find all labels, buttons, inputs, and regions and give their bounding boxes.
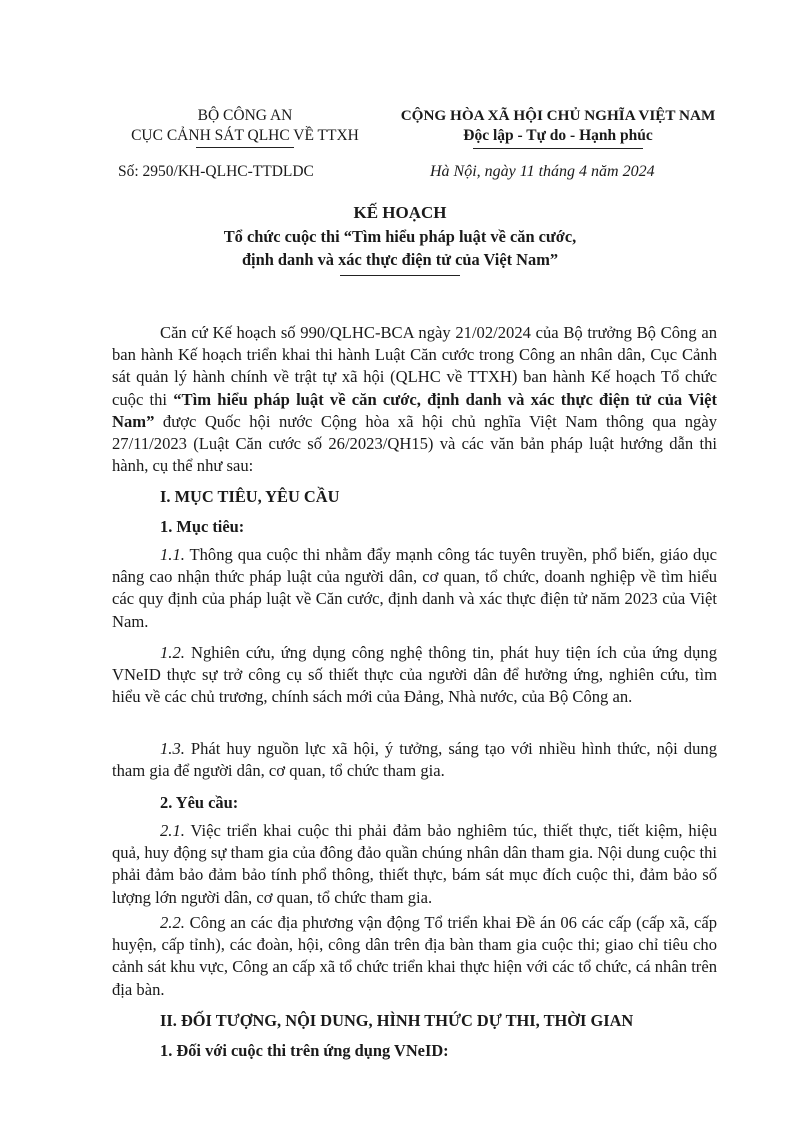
- title-underline: [340, 275, 460, 276]
- intro-text-end: được Quốc hội nước Cộng hòa xã hội chủ nghĩa Việt Nam thông qua ngày 27/11/2023 (Luật Căn cước số 26/2023/QH15) và các văn bản pháp luật hướng dẫn thi hành, cụ thể như sau:: [112, 411, 717, 476]
- section-1-1-heading: 1. Mục tiêu:: [160, 517, 245, 536]
- item-2-2-number: 2.2.: [160, 913, 185, 932]
- agency-line-1: BỘ CÔNG AN: [197, 107, 293, 124]
- document-number: Số: 2950/KH-QLHC-TTDLDC: [118, 163, 314, 180]
- section-1-heading: I. MỤC TIÊU, YÊU CẦU: [160, 487, 340, 506]
- section-2-1-heading: 1. Đối với cuộc thi trên ứng dụng VNeID:: [160, 1041, 449, 1060]
- item-2-2-text: Công an các địa phương vận động Tổ triển khai Đề án 06 các cấp (cấp xã, cấp huyện, cấp tỉnh), các đoàn, hội, công dân trên địa bàn tham gia cuộc thi; giao chỉ tiêu cho cảnh sát khu vực, Công an cấp xã tổ chức triển khai thực hiện với các tổ chức, cá nhân trên địa bàn.: [112, 913, 717, 999]
- item-1-2-number: 1.2.: [160, 643, 185, 662]
- item-1-2-text: Nghiên cứu, ứng dụng công nghệ thông tin, phát huy tiện ích của ứng dụng VNeID thực sự trở công cụ số thiết thực của người dân để hưởng ứng, nghiên cứu, tìm hiểu về các chủ trương, chính sách mới của Đảng, Nhà nước, của Bộ Công an.: [112, 643, 717, 707]
- item-2-1: [112, 820, 717, 909]
- country-line-1: CỘNG HÒA XÃ HỘI CHỦ NGHĨA VIỆT NAM: [400, 107, 716, 124]
- item-1-1-number: 1.1.: [160, 545, 185, 564]
- contest-name: “Tìm hiểu pháp luật về căn cước, định danh và xác thực điện tử của Việt Nam”: [112, 389, 717, 431]
- intro-text-start: Căn cứ Kế hoạch số 990/QLHC-BCA ngày 21/02/2024 của Bộ trưởng Bộ Công an ban hành Kế hoạch triển khai thi hành Luật Căn cước trong Công an nhân dân, Cục Cảnh sát quản lý hành chính về trật tự xã hội (QLHC về TTXH) ban hành Kế hoạch Tổ chức cuộc thi: [112, 323, 717, 409]
- intro-paragraph: [112, 322, 717, 477]
- document-subtitle-2: định danh và xác thực điện tử của Việt Nam”: [241, 250, 559, 269]
- agency-name: [110, 106, 380, 146]
- agency-underline: [196, 147, 294, 148]
- item-1-1-text: Thông qua cuộc thi nhằm đẩy mạnh công tác tuyên truyền, phổ biến, giáo dục nâng cao nhận thức pháp luật của người dân, cơ quan, tổ chức, doanh nghiệp về tìm hiểu các quy định của pháp luật về Căn cước, định danh và xác thực điện tử năm 2023 của Việt Nam.: [112, 545, 717, 631]
- section-1-2-heading: 2. Yêu cầu:: [160, 793, 239, 812]
- place-date: Hà Nội, ngày 11 tháng 4 năm 2024: [430, 163, 655, 180]
- document-subtitle-1: Tổ chức cuộc thi “Tìm hiểu pháp luật về căn cước,: [223, 227, 577, 246]
- item-2-1-text: Việc triển khai cuộc thi phải đảm bảo nghiêm túc, thiết thực, tiết kiệm, hiệu quả, huy động sự tham gia của đông đảo quần chúng nhân dân tham gia. Nội dung cuộc thi phải đảm bảo đảm bảo tính phổ thông, thiết thực, bám sát mục đích cuộc thi, đảm bảo số lượng lớn người dân, cơ quan, tổ chức tham gia.: [112, 821, 717, 907]
- document-title: KẾ HOẠCH: [353, 203, 447, 222]
- country-name: [388, 106, 728, 146]
- item-1-1: [112, 544, 717, 633]
- item-1-2: [112, 642, 717, 709]
- item-1-3: [112, 738, 717, 782]
- section-2-heading: II. ĐỐI TƯỢNG, NỘI DUNG, HÌNH THỨC DỰ THI, THỜI GIAN: [160, 1011, 634, 1030]
- motto-underline: [473, 148, 643, 149]
- item-1-3-text: Phát huy nguồn lực xã hội, ý tưởng, sáng tạo với nhiều hình thức, nội dung tham gia để người dân, cơ quan, tổ chức tham gia.: [112, 739, 717, 781]
- agency-line-2: CỤC CẢNH SÁT QLHC VỀ TTXH: [131, 127, 359, 144]
- item-1-3-number: 1.3.: [160, 739, 185, 758]
- item-2-1-number: 2.1.: [160, 821, 185, 840]
- motto: Độc lập - Tự do - Hạnh phúc: [463, 127, 653, 144]
- item-2-2: [112, 912, 717, 1001]
